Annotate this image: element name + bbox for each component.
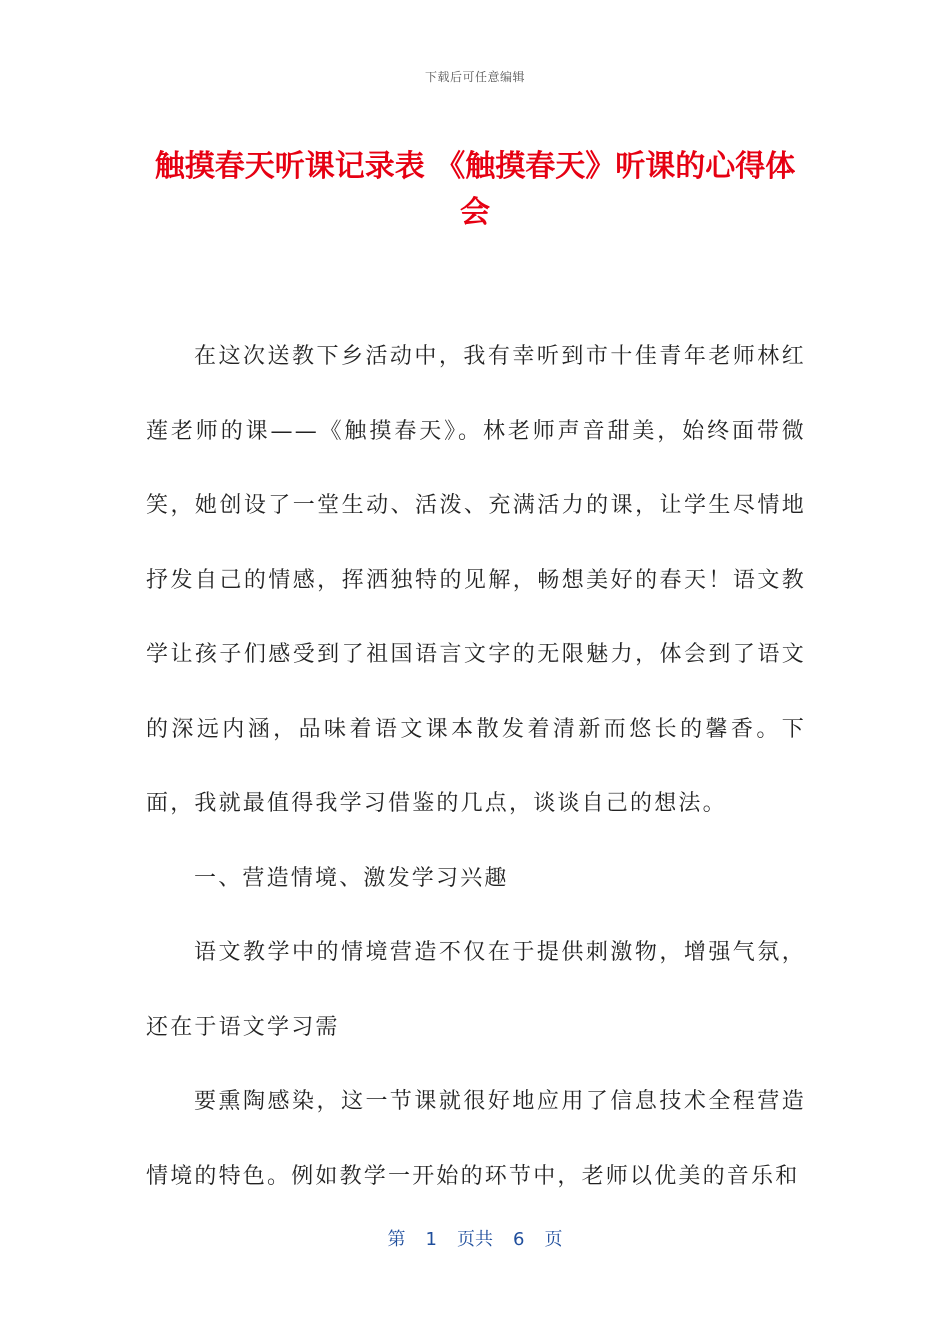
section-heading: 一、营造情境、激发学习兴趣 <box>194 865 509 891</box>
header-note: 下载后可任意编辑 <box>424 70 525 84</box>
paragraph: 要熏陶感染，这一节课就很好地应用了信息技术全程营造情境的特色。例如教学一开始的环节中，老师以优美的音乐和 <box>146 1089 806 1189</box>
document-title: 触摸春天听课记录表 《触摸春天》听课的心得体会 <box>154 149 796 230</box>
document-body <box>146 320 806 1214</box>
paragraph: 在这次送教下乡活动中，我有幸听到市十佳青年老师林红莲老师的课——《触摸春天》。林老师声音甜美，始终面带微笑，她创设了一堂生动、活泼、充满活力的课，让学生尽情地抒发自己的情感，挥洒独特的见解，畅想美好的春天！语文教学让孩子们感受到了祖国语言文字的无限魅力，体会到了语文的深远内涵，品味着语文课本散发着清新而悠长的馨香。下面，我就最值得我学习借鉴的几点，谈谈自己的想法。 <box>146 344 806 816</box>
page-total: 6 <box>513 1229 525 1250</box>
page-suffix: 页 <box>544 1229 563 1250</box>
page-number: 1 <box>425 1229 437 1250</box>
page-footer <box>0 1225 950 1251</box>
page-mid: 页共 <box>457 1229 493 1250</box>
page-prefix: 第 <box>387 1229 406 1250</box>
paragraph: 语文教学中的情境营造不仅在于提供刺激物，增强气氛，还在于语文学习需 <box>146 940 806 1040</box>
